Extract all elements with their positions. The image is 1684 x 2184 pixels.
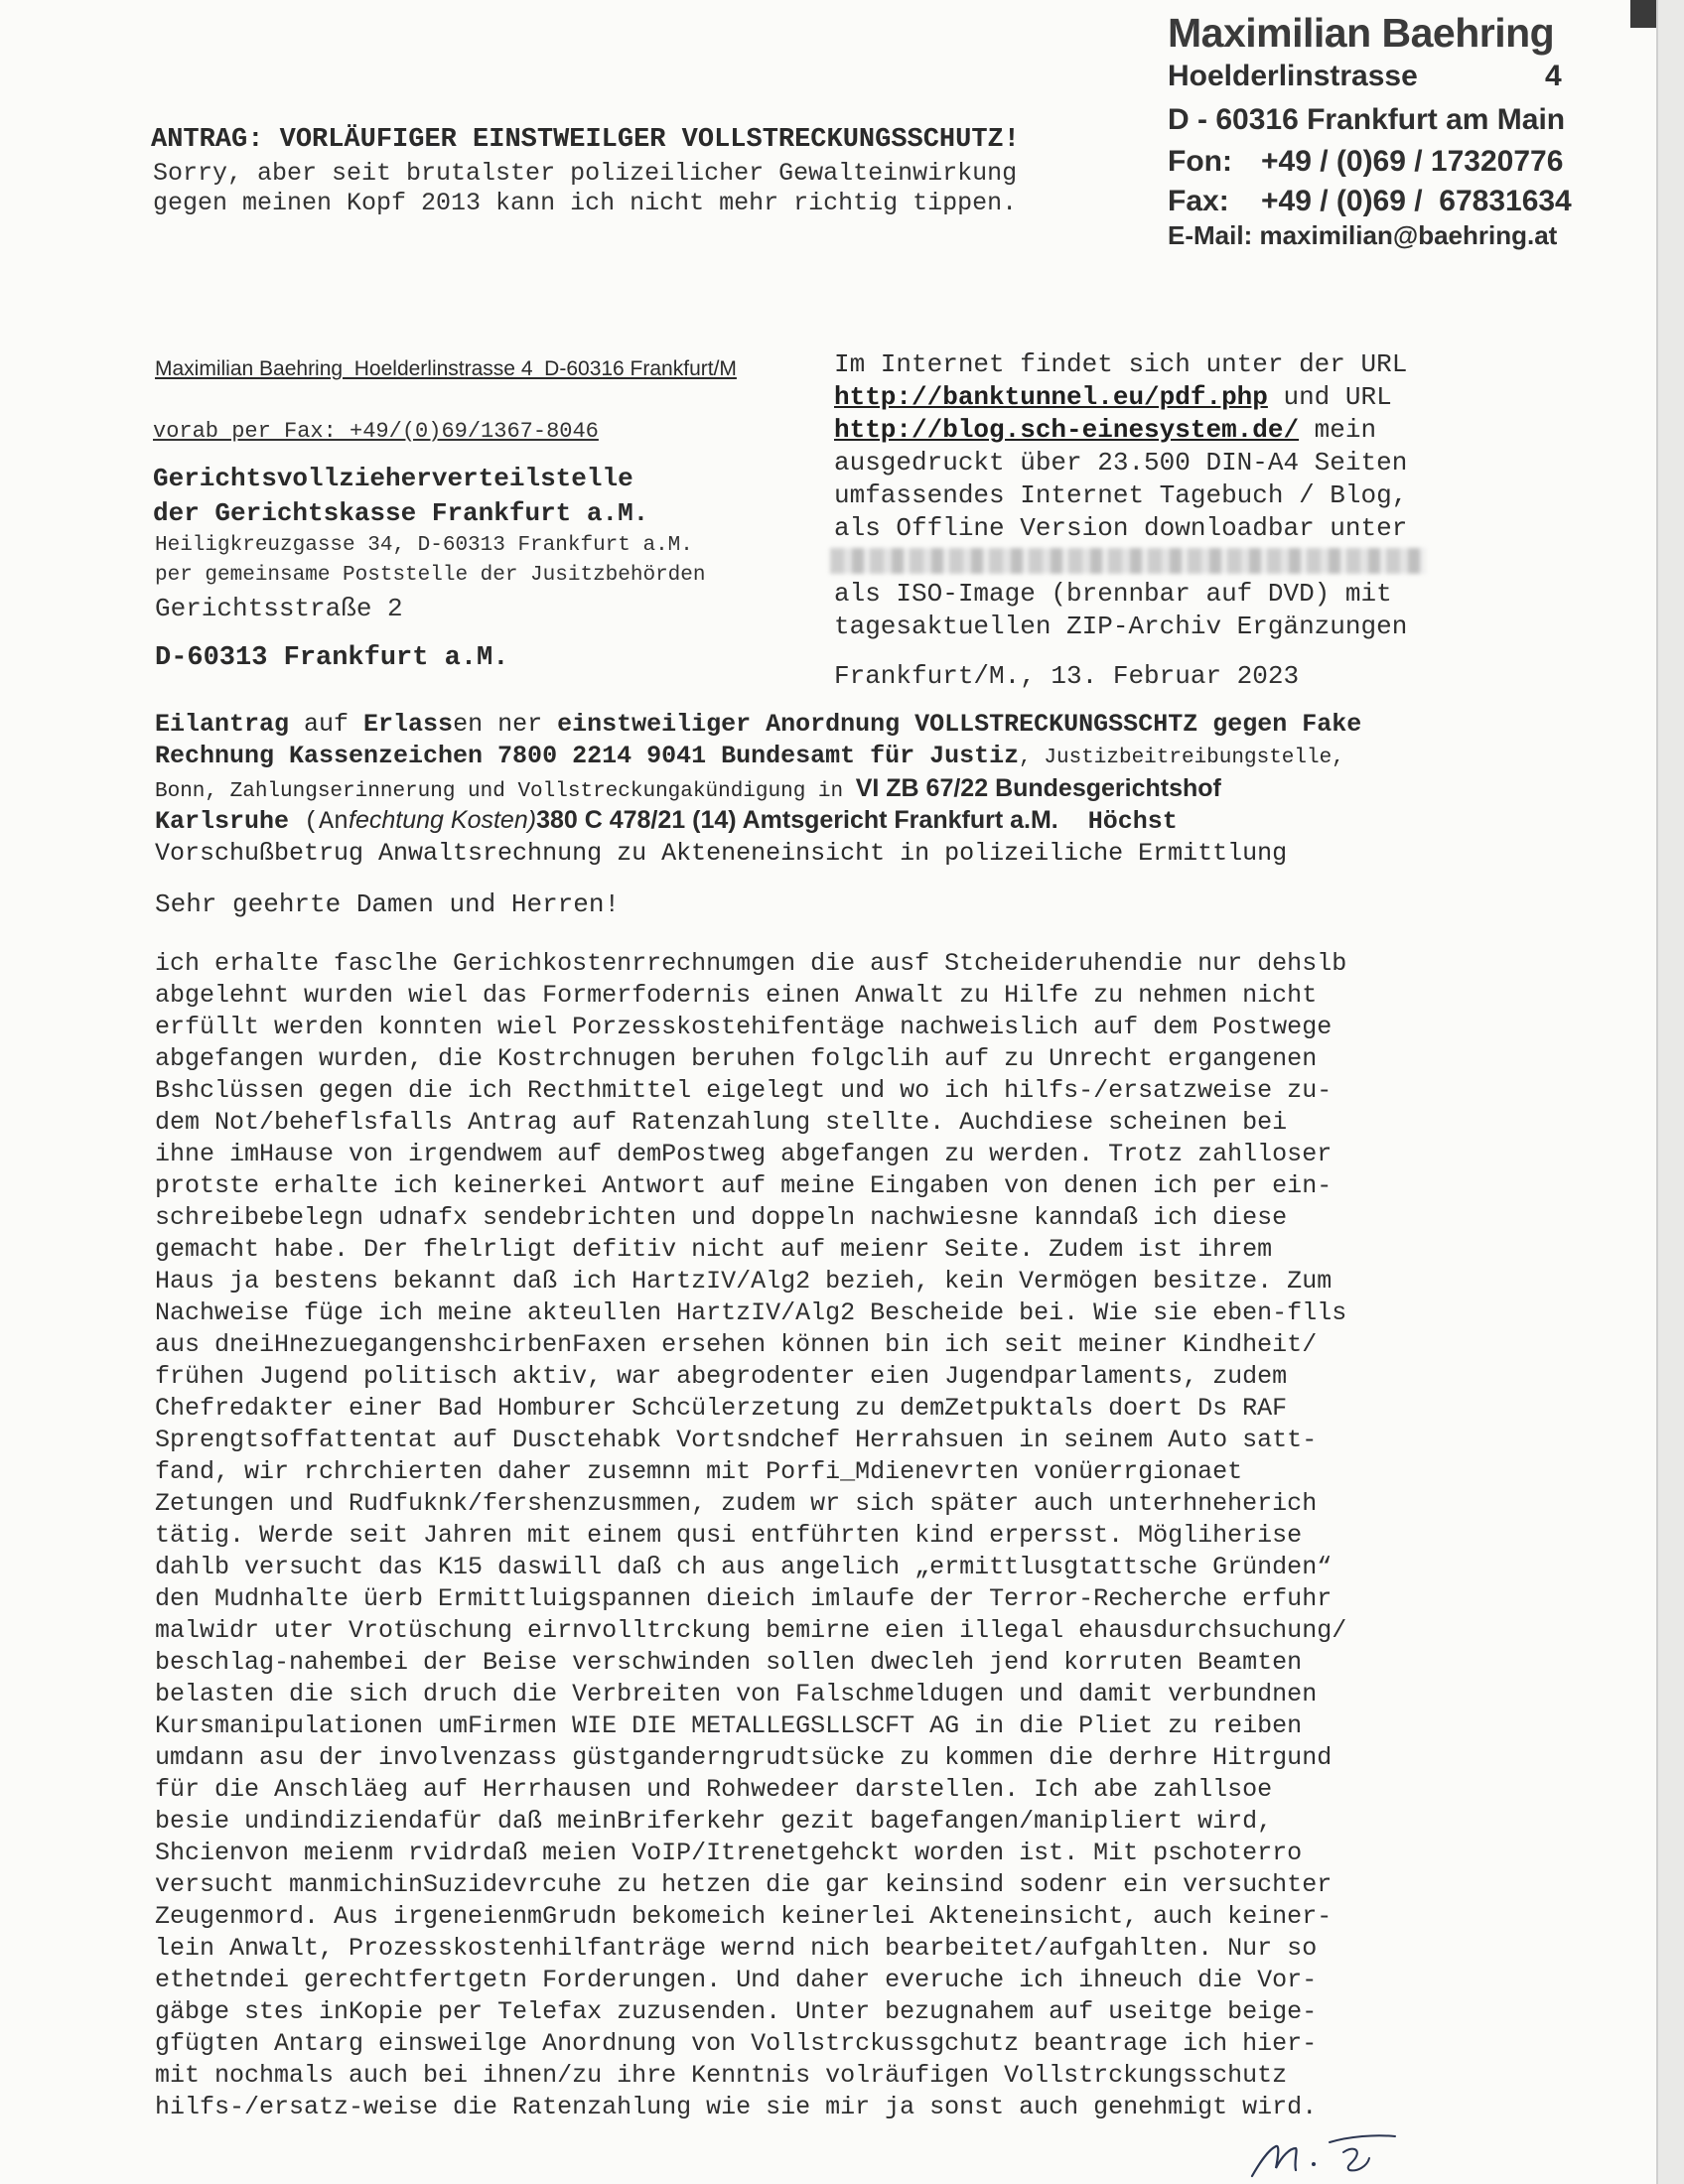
body-line: umdann asu der involvenzass güstganderngrudtsücke zu kommen die derhre Hitrgund bbox=[155, 1743, 1333, 1772]
body-line: dahlb versucht das K15 daswill daß ch aus angelich „ermittlusgtattsche Gründen“ bbox=[155, 1553, 1333, 1581]
page-edge-mark bbox=[1630, 0, 1656, 28]
sender-fon: +49 / (0)69 / 17320776 bbox=[1261, 145, 1564, 178]
return-address-line: Maximilian Baehring Hoelderlinstrasse 4 D-60316 Frankfurt/M bbox=[155, 357, 737, 380]
body-line: lein Anwalt, Prozesskostenhilfanträge wernd nich bearbeitet/aufgahlten. Nur so bbox=[155, 1934, 1318, 1963]
body-line: ihne imHause von irgendwem auf demPostweg abgefangen zu werden. Trotz zahlloser bbox=[155, 1140, 1333, 1168]
body-line: hilfs-/ersatz-weise die Ratenzahlung wie sie mir ja sonst auch genehmigt wird. bbox=[155, 2093, 1318, 2121]
body-line: Kursmanipulationen umFirmen WIE DIE METALLEGSLLSCFT AG in die Pliet zu reiben bbox=[155, 1711, 1303, 1740]
body-line: Shcienvon meienm rvidrdaß meien VoIP/Itrenetgehckt worden ist. Mit pschoterro bbox=[155, 1839, 1303, 1867]
recipient-name: Gerichtsvollzieherverteilstelle bbox=[153, 464, 633, 493]
body-line: Haus ja bestens bekannt daß ich HartzIV/Alg2 bezieh, kein Vermögen besitze. Zum bbox=[155, 1267, 1333, 1296]
body-line: belasten die sich druch die Verbreiten von Falschmeldugen und damit verbundnen bbox=[155, 1680, 1318, 1708]
body-line: tätig. Werde seit Jahren mit einem qusi entführten kind erpersst. Mögliherise bbox=[155, 1521, 1303, 1550]
subject-text: einstweiliger Anordnung VOLLSTRECKUNGSSCHTZ gegen Fake bbox=[557, 710, 1362, 739]
body-line: frühen Jugend politisch aktiv, war abegrodenter eien Jugendparlaments, zudem bbox=[155, 1362, 1288, 1391]
body-line: protste erhalte ich keinerkei Antwort auf meine Eingaben von denen ich per ein- bbox=[155, 1171, 1333, 1200]
subject-line bbox=[155, 774, 1221, 804]
handwritten-signature bbox=[1246, 2113, 1445, 2182]
info-line: tagesaktuellen ZIP-Archiv Ergänzungen bbox=[834, 612, 1408, 641]
redacted-url bbox=[830, 548, 1426, 574]
body-line: Bshclüssen gegen die ich Recthmittel eigelegt und wo ich hilfs-/ersatzweise zu- bbox=[155, 1076, 1333, 1105]
body-line: besie undindiziendafür daß meinBriferkehr gezit bagefangen/manipliert wird, bbox=[155, 1807, 1273, 1836]
body-line: den Mudnhalte üerb Ermittluigspannen dieich imlaufe der Terror-Recherche erfuhr bbox=[155, 1584, 1333, 1613]
body-line: dem Not/beheflsfalls Antrag auf Ratenzahlung stellte. Auchdiese scheinen bei bbox=[155, 1108, 1288, 1137]
sender-email: E-Mail: maximilian@baehring.at bbox=[1168, 220, 1558, 250]
sender-house-number: 4 bbox=[1545, 60, 1562, 92]
recipient-street-2: Gerichtsstraße 2 bbox=[155, 594, 403, 623]
body-line: gemacht habe. Der fhelrligt defitiv nicht auf meienr Seite. Zudem ist ihrem bbox=[155, 1235, 1273, 1264]
document-heading: ANTRAG: VORLÄUFIGER EINSTWEILGER VOLLSTRECKUNGSSCHUTZ! bbox=[151, 125, 1020, 155]
info-line-url-1 bbox=[834, 382, 1392, 412]
body-line: aus dneiHnezuegangenshcirbenFaxen ersehen können bin ich seit meiner Kindheit/ bbox=[155, 1330, 1318, 1359]
body-line: Chefredakter einer Bad Homburer Schcülerzetung zu demZetpuktals doert Ds RAF bbox=[155, 1394, 1288, 1423]
salutation: Sehr geehrte Damen und Herren! bbox=[155, 889, 621, 919]
subject-text: (An bbox=[289, 807, 350, 836]
sender-fon-label: Fon: bbox=[1168, 145, 1232, 178]
body-line: beschlag-nahembei der Beise verschwinden sollen dwecleh jend korruten Beamten bbox=[155, 1648, 1303, 1677]
info-line: als ISO-Image (brennbar auf DVD) mit bbox=[834, 579, 1392, 609]
body-line: ich erhalte fasclhe Gerichkostenrrechnumgen die ausf Stcheideruhendie nur dehslb bbox=[155, 949, 1347, 978]
subject-text: VI ZB 67/22 Bundesgerichtshof bbox=[855, 774, 1221, 802]
subject-text: Höchst bbox=[1057, 807, 1178, 836]
body-line: ethetndei gerechtfertgetn Forderungen. Und daher everuche ich ihneuch die Vor- bbox=[155, 1966, 1318, 1994]
body-line: mit nochmals auch bei ihnen/zu ihre Kenntnis volräufigen Vollstrckungsschutz bbox=[155, 2061, 1288, 2090]
letter-date: Frankfurt/M., 13. Februar 2023 bbox=[834, 661, 1300, 691]
recipient-city: D-60313 Frankfurt a.M. bbox=[155, 643, 509, 673]
body-line: gäbge stes inKopie per Telefax zuzusenden. Unter bezugnahem auf useitge beige- bbox=[155, 1997, 1318, 2026]
subject-text: auf bbox=[289, 710, 364, 739]
body-line: gfügten Antarg einsweilge Anordnung von Vollstrckussgchutz beantrage ich hier- bbox=[155, 2029, 1318, 2058]
body-line: Zetungen und Rudfuknk/fershenzusmmen, zudem wr sich später auch unterhneherich bbox=[155, 1489, 1318, 1518]
body-line: Zeugenmord. Aus irgeneienmGrudn bekomeich keinerlei Akteneinsicht, auch keiner- bbox=[155, 1902, 1333, 1931]
body-line: für die Anschläeg auf Herrhausen und Rohwedeer darstellen. Ich abe zahllsoe bbox=[155, 1775, 1273, 1804]
body-line: versucht manmichinSuzidevrcuhe zu hetzen die gar keinsind sodenr ein versuchter bbox=[155, 1870, 1333, 1899]
subject-line: Vorschußbetrug Anwaltsrechnung zu Akteneneinsicht in polizeiliche Ermittlung bbox=[155, 839, 1288, 868]
subject-text: Rechnung Kassenzeichen 7800 2214 9041 Bundesamt für Justiz bbox=[155, 742, 1020, 770]
sender-name: Maximilian Baehring bbox=[1168, 10, 1555, 56]
body-line: Sprengtsoffattentat auf Dusctehabk Vortsndchef Herrahsuen in seinem Auto satt- bbox=[155, 1426, 1318, 1454]
subject-text: , Justizbeitreibungstelle, bbox=[1019, 747, 1344, 769]
apology-line: Sorry, aber seit brutalster polizeilicher Gewalteinwirkung bbox=[153, 159, 1018, 188]
subject-text: Karlsruhe bbox=[155, 807, 290, 836]
body-line: abgelehnt wurden wiel das Formerfodernis einen Anwalt zu Hilfe zu nehmen nicht bbox=[155, 981, 1318, 1010]
subject-line bbox=[155, 806, 1178, 836]
sender-street: Hoelderlinstrasse bbox=[1168, 60, 1418, 92]
subject-text: Erlass bbox=[363, 710, 454, 739]
info-text: und URL bbox=[1267, 382, 1392, 412]
recipient-via: per gemeinsame Poststelle der Jusitzbehörden bbox=[155, 564, 706, 587]
sender-city: D - 60316 Frankfurt am Main bbox=[1168, 103, 1566, 136]
sender-fax: +49 / (0)69 / 67831634 bbox=[1261, 185, 1572, 217]
body-line: erfüllt werden konnten wiel Porzesskostehifentäge nachweislich auf dem Postwege bbox=[155, 1013, 1333, 1041]
info-line: Im Internet findet sich unter der URL bbox=[834, 349, 1408, 379]
recipient-street: Heiligkreuzgasse 34, D-60313 Frankfurt a.M. bbox=[155, 534, 693, 557]
body-text bbox=[155, 948, 1485, 2123]
url-link-banktunnel: http://banktunnel.eu/pdf.php bbox=[834, 382, 1268, 412]
body-line: fand, wir rchrchierten daher zusemnn mit Porfi_Mdienevrten vonüerrgionaet bbox=[155, 1457, 1243, 1486]
body-line: schreibebelegn udnafx sendebrichten und doppeln nachwiesne kanndaß ich diese bbox=[155, 1203, 1288, 1232]
fax-note: vorab per Fax: +49/(0)69/1367-8046 bbox=[153, 419, 599, 444]
recipient-name-2: der Gerichtskasse Frankfurt a.M. bbox=[153, 498, 649, 528]
info-text: mein bbox=[1299, 415, 1377, 445]
subject-text: fechtung Kosten) bbox=[349, 806, 537, 834]
subject-line bbox=[155, 710, 1361, 739]
body-line: Nachweise füge ich meine akteullen HartzIV/Alg2 Bescheide bei. Wie sie eben-flls bbox=[155, 1298, 1347, 1327]
info-line: ausgedruckt über 23.500 DIN-A4 Seiten bbox=[834, 448, 1408, 478]
subject-text: 380 C 478/21 (14) Amtsgericht Frankfurt a.M. bbox=[536, 806, 1058, 834]
subject-text: Bonn, Zahlungserinnerung und Vollstreckungakündigung in bbox=[155, 780, 856, 803]
subject-text: en ner bbox=[453, 710, 558, 739]
info-line: umfassendes Internet Tagebuch / Blog, bbox=[834, 480, 1408, 510]
subject-line bbox=[155, 742, 1344, 770]
info-line-url-2 bbox=[834, 415, 1376, 445]
body-line: abgefangen wurden, die Kostrchnugen beruhen folgclih auf zu Unrecht ergangenen bbox=[155, 1044, 1318, 1073]
info-line: als Offline Version downloadbar unter bbox=[834, 513, 1408, 543]
body-line: malwidr uter Vrotüschung eirnvolltrckung bemirne eien illegal ehausdurchsuchung/ bbox=[155, 1616, 1347, 1645]
url-link-blog: http://blog.sch-einesystem.de/ bbox=[834, 415, 1300, 445]
sender-fax-label: Fax: bbox=[1168, 185, 1229, 217]
apology-line: gegen meinen Kopf 2013 kann ich nicht mehr richtig tippen. bbox=[153, 189, 1018, 217]
subject-text: Eilantrag bbox=[155, 710, 290, 739]
